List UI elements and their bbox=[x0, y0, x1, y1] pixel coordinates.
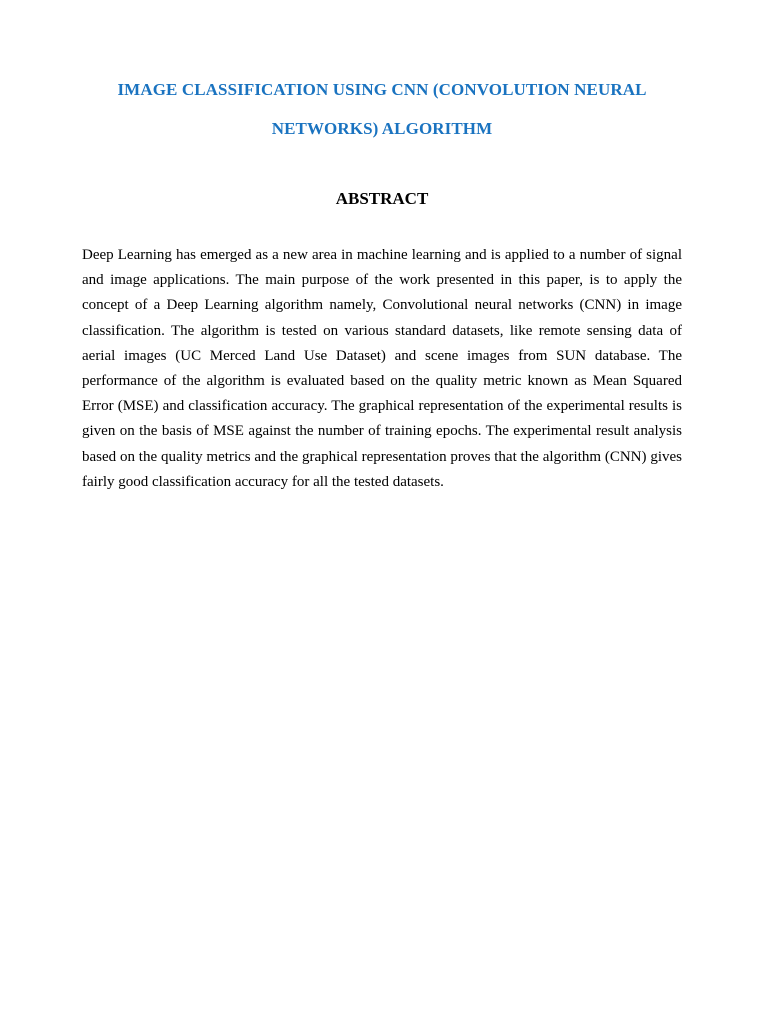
paper-title: IMAGE CLASSIFICATION USING CNN (CONVOLUTION NEURAL NETWORKS) ALGORITHM bbox=[117, 80, 647, 138]
abstract-heading: ABSTRACT bbox=[335, 189, 429, 208]
abstract-text: Deep Learning has emerged as a new area in machine learning and is applied to a number of signal and image applications. The main purpose of the work presented in this paper, is to apply the concept of a Deep Learning algorithm namely, Convolutional neural networks (CNN) in image classification. The algorithm is tested on various standard datasets, like remote sensing data of aerial images (UC Merced Land Use Dataset) and scene images from SUN database. The performance of the algorithm is evaluated based on the quality metric known as Mean Squared Error (MSE) and classification accuracy. The graphical representation of the experimental results is given on the basis of MSE against the number of training epochs. The experimental result analysis based on the quality metrics and the graphical representation proves that the algorithm (CNN) gives fairly good classification accuracy for all the tested datasets. bbox=[82, 247, 682, 490]
